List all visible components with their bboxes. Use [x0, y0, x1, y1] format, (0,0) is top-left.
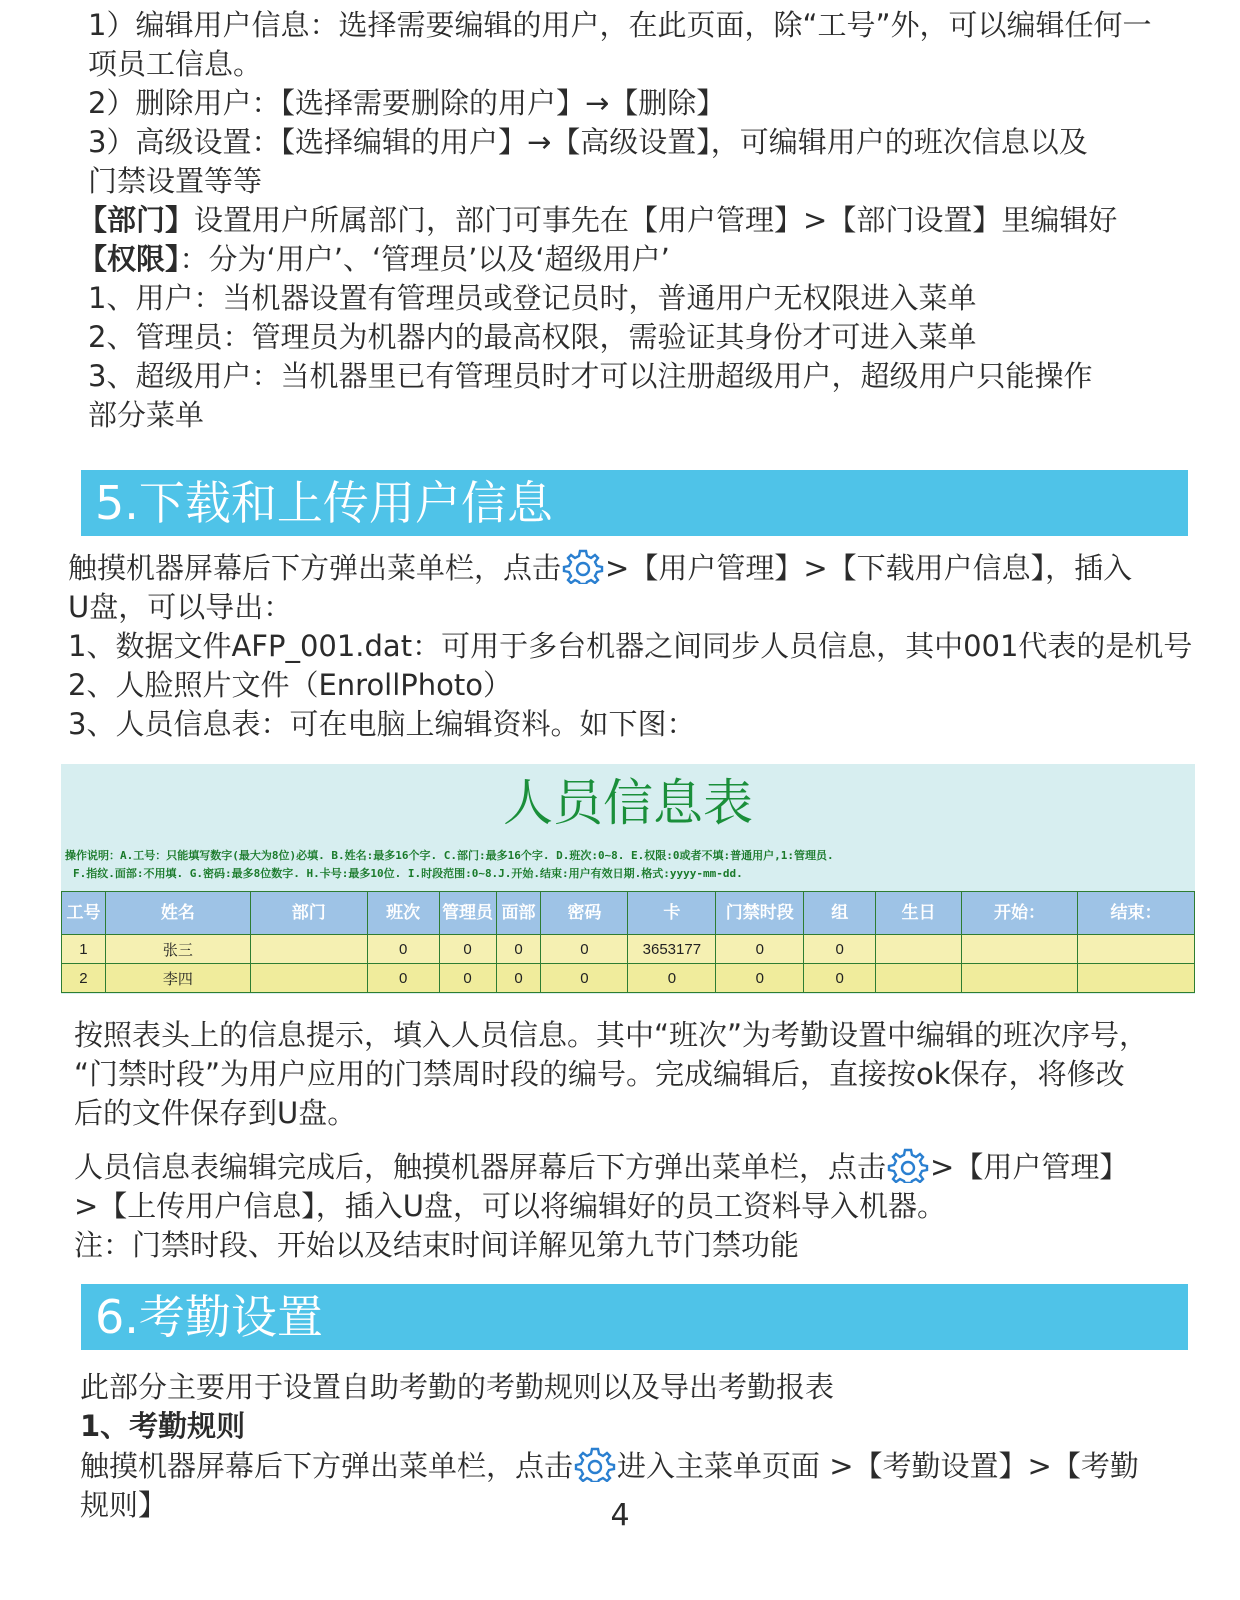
page-number: 4 — [610, 1498, 630, 1533]
table-cell — [250, 935, 367, 964]
table-cell: 李四 — [105, 964, 250, 993]
text-line: “门禁时段”为用户应用的门禁周时段的编号。完成编辑后，直接按ok保存，将修改 — [74, 1057, 1125, 1091]
text-line: 2）删除用户：【选择需要删除的用户】→【删除】 — [88, 86, 726, 120]
table-cell — [962, 935, 1078, 964]
section-5-title: 5.下载和上传用户信息 — [95, 476, 553, 530]
permission-line — [78, 240, 1208, 279]
text-line: 2、管理员：管理员为机器内的最高权限，需验证其身份才可进入菜单 — [88, 320, 977, 354]
text-segment: 触摸机器屏幕后下方弹出菜单栏，点击 — [80, 1449, 574, 1483]
text-line: 后的文件保存到U盘。 — [74, 1096, 357, 1130]
text-line — [68, 548, 1218, 588]
text-line — [80, 1446, 1220, 1486]
table-header-row — [62, 892, 1195, 935]
spacer — [74, 1133, 1214, 1147]
table-cell — [1077, 935, 1194, 964]
text-line: 此部分主要用于设置自助考勤的考勤规则以及导出考勤报表 — [80, 1370, 835, 1404]
subsection-title: 1、考勤规则 — [80, 1409, 246, 1443]
gear-icon — [573, 1446, 617, 1482]
table-row — [62, 964, 1195, 993]
column-header: 班次 — [367, 892, 439, 935]
user-edit-instructions — [78, 6, 1208, 435]
column-header: 姓名 — [105, 892, 250, 935]
section-5-header — [81, 470, 1188, 536]
section-6-title: 6.考勤设置 — [95, 1290, 323, 1344]
text-line: 部分菜单 — [88, 398, 205, 432]
table-cell: 0 — [439, 935, 496, 964]
column-header: 结束： — [1077, 892, 1194, 935]
text-line: U盘，可以导出： — [68, 590, 293, 624]
table-cell: 0 — [716, 964, 804, 993]
upload-instructions — [74, 1016, 1214, 1265]
text-line: 1、用户：当机器设置有管理员或登记员时，普通用户无权限进入菜单 — [88, 281, 977, 315]
table-cell: 0 — [439, 964, 496, 993]
text-segment: >【用户管理】>【下载用户信息】，插入 — [605, 551, 1133, 585]
personnel-info-sheet — [61, 764, 1195, 994]
sheet-instructions-line: 操作说明：A.工号：只能填写数字(最大为8位)必填. B.姓名:最多16个字. C.部门:最多16个字. D.班次:0~8. E.权限:0或者不填:普通用户,1:管理员. — [65, 849, 834, 862]
column-header: 工号 — [62, 892, 106, 935]
column-header: 卡 — [628, 892, 716, 935]
permission-text: ：分为‘用户’、‘管理员’以及‘超级用户’ — [179, 242, 670, 276]
table-cell: 0 — [367, 964, 439, 993]
text-segment: >【用户管理】 — [930, 1150, 1129, 1184]
text-line: 规则】 — [80, 1488, 168, 1522]
department-label: 【部门】 — [78, 203, 195, 237]
department-text: 设置用户所属部门，部门可事先在【用户管理】>【部门设置】里编辑好 — [194, 203, 1118, 237]
list-item: 3、人员信息表：可在电脑上编辑资料。如下图： — [68, 707, 696, 741]
gear-icon — [561, 548, 605, 584]
table-cell — [962, 964, 1078, 993]
permission-label: 【权限】 — [78, 242, 180, 276]
text-segment: 触摸机器屏幕后下方弹出菜单栏，点击 — [68, 551, 562, 585]
text-line: >【上传用户信息】，插入U盘，可以将编辑好的员工资料导入机器。 — [74, 1189, 947, 1223]
column-header: 生日 — [876, 892, 962, 935]
download-instructions — [68, 548, 1218, 744]
table-cell — [250, 964, 367, 993]
gear-icon — [886, 1147, 930, 1183]
table-cell: 0 — [716, 935, 804, 964]
column-header: 管理员 — [439, 892, 496, 935]
table-cell: 0 — [541, 935, 628, 964]
table-cell: 0 — [541, 964, 628, 993]
table-cell: 2 — [62, 964, 106, 993]
text-segment: 人员信息表编辑完成后，触摸机器屏幕后下方弹出菜单栏，点击 — [74, 1150, 887, 1184]
table-cell: 0 — [804, 935, 876, 964]
sheet-instructions-line: F.指纹.面部:不用填. G.密码:最多8位数字. H.卡号:最多10位. I.时段范围:0~8.J.开始.结束:用户有效日期.格式:yyyy-mm-dd. — [73, 867, 743, 880]
table-cell: 0 — [628, 964, 716, 993]
table-cell: 0 — [496, 935, 541, 964]
table-row — [62, 935, 1195, 964]
text-line: 门禁设置等等 — [88, 164, 263, 198]
column-header: 开始： — [962, 892, 1078, 935]
table-cell: 0 — [804, 964, 876, 993]
personnel-table — [61, 891, 1195, 993]
text-line — [74, 1147, 1214, 1187]
list-item: 2、人脸照片文件（EnrollPhoto） — [68, 668, 513, 702]
table-cell — [876, 935, 962, 964]
section-6-header — [81, 1284, 1188, 1350]
table-cell: 0 — [496, 964, 541, 993]
sheet-title: 人员信息表 — [503, 774, 753, 832]
table-cell: 0 — [367, 935, 439, 964]
department-line — [78, 201, 1208, 240]
text-line: 1）编辑用户信息：选择需要编辑的用户，在此页面，除“工号”外，可以编辑任何一 — [88, 8, 1152, 42]
column-header: 密码 — [541, 892, 628, 935]
table-cell: 1 — [62, 935, 106, 964]
column-header: 面部 — [496, 892, 541, 935]
text-line: 项员工信息。 — [88, 47, 263, 81]
table-cell — [1077, 964, 1194, 993]
column-header: 部门 — [250, 892, 367, 935]
list-item: 1、数据文件AFP_001.dat：可用于多台机器之间同步人员信息，其中001代表的是机号 — [68, 629, 1193, 663]
table-cell — [876, 964, 962, 993]
column-header: 组 — [804, 892, 876, 935]
text-segment: 进入主菜单页面 >【考勤设置】>【考勤 — [617, 1449, 1139, 1483]
text-line: 按照表头上的信息提示，填入人员信息。其中“班次”为考勤设置中编辑的班次序号， — [74, 1018, 1149, 1052]
column-header: 门禁时段 — [716, 892, 804, 935]
text-line: 3、超级用户：当机器里已有管理员时才可以注册超级用户，超级用户只能操作 — [88, 359, 1093, 393]
table-cell: 3653177 — [628, 935, 716, 964]
note-line: 注：门禁时段、开始以及结束时间详解见第九节门禁功能 — [74, 1228, 800, 1262]
table-cell: 张三 — [105, 935, 250, 964]
text-line: 3）高级设置：【选择编辑的用户】→【高级设置】，可编辑用户的班次信息以及 — [88, 125, 1088, 159]
